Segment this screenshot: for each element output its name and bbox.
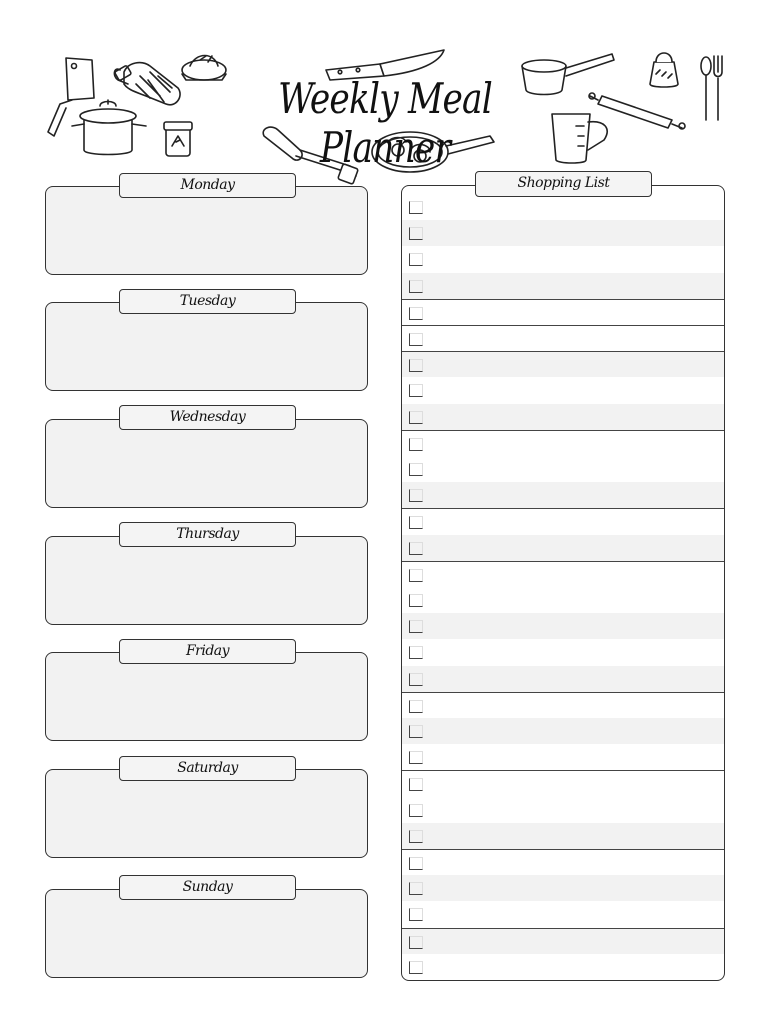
checkbox[interactable] <box>409 594 423 607</box>
shopping-list-item[interactable] <box>402 456 724 482</box>
day-tab-label: Tuesday <box>119 289 296 314</box>
checkbox[interactable] <box>409 751 423 764</box>
checkbox[interactable] <box>409 830 423 843</box>
checkbox[interactable] <box>409 438 423 451</box>
shopping-list-item[interactable] <box>402 377 724 403</box>
day-notes-box[interactable] <box>45 889 368 978</box>
checkbox[interactable] <box>409 359 423 372</box>
oven-mitt-icon <box>114 63 180 105</box>
checkbox[interactable] <box>409 936 423 949</box>
checkbox[interactable] <box>409 882 423 895</box>
checkbox[interactable] <box>409 569 423 582</box>
shopping-list-item[interactable] <box>402 508 724 534</box>
shopping-list-item[interactable] <box>402 194 724 220</box>
cooking-pot-icon <box>72 100 146 155</box>
shopping-list-item[interactable] <box>402 246 724 272</box>
checkbox[interactable] <box>409 804 423 817</box>
day-tab-label: Thursday <box>119 522 296 547</box>
checkbox[interactable] <box>409 227 423 240</box>
day-tab-label: Wednesday <box>119 405 296 430</box>
checkbox[interactable] <box>409 542 423 555</box>
shopping-list-tab: Shopping List <box>475 171 652 197</box>
checkbox[interactable] <box>409 333 423 346</box>
checkbox[interactable] <box>409 857 423 870</box>
shopping-list-item[interactable] <box>402 430 724 456</box>
checkbox[interactable] <box>409 253 423 266</box>
checkbox[interactable] <box>409 961 423 974</box>
day-tab-label: Saturday <box>119 756 296 781</box>
checkbox[interactable] <box>409 516 423 529</box>
checkbox[interactable] <box>409 384 423 397</box>
day-notes-box[interactable] <box>45 536 368 625</box>
day-tab-label: Friday <box>119 639 296 664</box>
citrus-juicer-icon <box>182 56 226 81</box>
shopping-list-item[interactable] <box>402 639 724 665</box>
checkbox[interactable] <box>409 489 423 502</box>
shopping-list-panel <box>401 185 725 981</box>
checkbox[interactable] <box>409 646 423 659</box>
day-notes-box[interactable] <box>45 302 368 391</box>
checkbox[interactable] <box>409 908 423 921</box>
checkbox[interactable] <box>409 620 423 633</box>
shopping-list-item[interactable] <box>402 901 724 927</box>
shopping-list-item[interactable] <box>402 692 724 718</box>
shopping-list-item[interactable] <box>402 823 724 849</box>
checkbox[interactable] <box>409 673 423 686</box>
day-notes-box[interactable] <box>45 419 368 508</box>
shopping-list-item[interactable] <box>402 273 724 299</box>
day-tab-label: Monday <box>119 173 296 198</box>
shopping-list-item[interactable] <box>402 666 724 692</box>
checkbox[interactable] <box>409 778 423 791</box>
shopping-list-item[interactable] <box>402 954 724 980</box>
shopping-list-item[interactable] <box>402 404 724 430</box>
checkbox[interactable] <box>409 280 423 293</box>
day-tab-label: Sunday <box>119 875 296 900</box>
shopping-list-item[interactable] <box>402 561 724 587</box>
checkbox[interactable] <box>409 725 423 738</box>
day-notes-box[interactable] <box>45 186 368 275</box>
shopping-list-item[interactable] <box>402 587 724 613</box>
checkbox[interactable] <box>409 201 423 214</box>
day-notes-box[interactable] <box>45 652 368 741</box>
checkbox[interactable] <box>409 411 423 424</box>
shopping-list-item[interactable] <box>402 797 724 823</box>
shopping-list-item[interactable] <box>402 875 724 901</box>
shopping-list-item[interactable] <box>402 613 724 639</box>
day-notes-box[interactable] <box>45 769 368 858</box>
checkbox[interactable] <box>409 463 423 476</box>
shopping-list-item[interactable] <box>402 849 724 875</box>
shopping-list-item[interactable] <box>402 770 724 796</box>
shopping-list-item[interactable] <box>402 325 724 351</box>
header <box>0 0 768 190</box>
shopping-list-item[interactable] <box>402 744 724 770</box>
shopping-list-item[interactable] <box>402 928 724 954</box>
checkbox[interactable] <box>409 700 423 713</box>
spoon-fork-icon <box>701 56 722 120</box>
spice-jar-icon <box>164 122 192 156</box>
shopping-list-item[interactable] <box>402 718 724 744</box>
measuring-cup-icon <box>552 114 607 163</box>
shopping-list-item[interactable] <box>402 482 724 508</box>
shopping-list-item[interactable] <box>402 299 724 325</box>
checkbox[interactable] <box>409 307 423 320</box>
salt-shaker-icon <box>650 53 678 87</box>
shopping-list-item[interactable] <box>402 535 724 561</box>
page-title: Weekly Meal Planner <box>278 74 492 172</box>
shopping-list-item[interactable] <box>402 220 724 246</box>
shopping-list-item[interactable] <box>402 351 724 377</box>
